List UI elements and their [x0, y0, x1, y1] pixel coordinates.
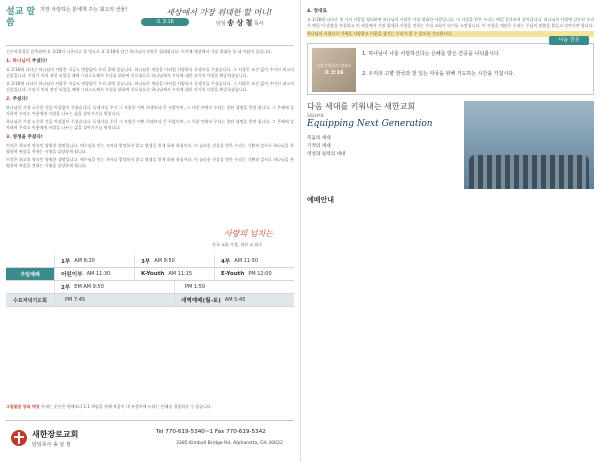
worship-schedule: [6, 255, 294, 307]
cell-value: PM 1:50: [185, 284, 206, 290]
schedule-cell: [54, 255, 134, 267]
point-4-highlight: 하나님의 사랑으로 가족을 사랑하고 이웃을 섬기는 우리가 될 수 있도록 기도합시다.: [307, 31, 594, 37]
sermon-body: [6, 49, 294, 169]
cell-key: K-Youth: [141, 271, 165, 277]
sermon-desc: 가장 사랑하는 분에게 주는 최고의 선물!: [40, 7, 128, 13]
sermon-title: 세상에서 가장 위대한 할 머니!: [166, 8, 273, 17]
point-4-text: 요 3:16에 나타난 세 가지 사랑을 정리하면 하나님의 사랑은 가장 위대한 사랑입니다. 이 사랑을 받은 우리는 매일 감사하며 살아갑니다. 하나님의 사랑에 감동된 우리가 매일 이 말씀을 묵상하고 이 세상에서 가장 위대한 사랑을 전하는 우리 교회가 되기를 소망합니다. 이 사랑을 깨달은 우리는 주님의 말씀을 붙들고 살아가야 합니다.: [307, 17, 594, 28]
generation-item: 영성과 실력의 세대: [307, 151, 346, 157]
cell-key: 1부: [61, 259, 71, 265]
footer: [6, 420, 294, 460]
preacher-title: 목사: [254, 21, 264, 27]
schedule-cell: [54, 294, 174, 306]
schedule-cell: [134, 255, 214, 267]
point-4-body: [307, 17, 594, 37]
schedule-cell: [214, 255, 294, 267]
preacher-name: 송 상 철: [227, 19, 253, 27]
generation-item: 기적의 세대: [307, 143, 331, 149]
point-1-num: 1. 하나님이: [6, 58, 31, 64]
generation-section: [307, 101, 594, 159]
verse-image: [312, 48, 356, 92]
schedule-label: [6, 255, 54, 267]
info-column: [300, 0, 600, 462]
cell-key: 3부: [141, 259, 151, 265]
share-question-2: 2. 우리의 고향 한국과 잘 있는 미국을 위해 기도하는 시간을 가집시다.: [362, 70, 515, 77]
point-2-text-more: 하나님은 가장 소중한 것을 아낌없이 주셨습니다. 독생자를 주신 그 사랑은 어떤 희생보다 큰 사랑이며, 그 사랑 안에서 우리는 참된 생명을 얻게 됩니다. 그 은혜에 감사하며 우리도 이웃에게 사랑을 나누는 삶을 살아가기를 원합니다.: [6, 119, 294, 130]
generation-item: 복음의 세대: [307, 135, 331, 141]
schedule-row: [6, 281, 294, 294]
church-logo-icon: [10, 429, 28, 447]
worship-title: 예배안내: [307, 195, 335, 204]
generation-slogan: Equipping Next Generation: [307, 118, 433, 129]
point-2: [6, 97, 294, 103]
cell-key: 2부: [61, 285, 71, 291]
cell-value: AM 11:30: [86, 271, 111, 277]
crowd-figure: [469, 155, 589, 189]
hand-title: 사랑의 넘치는: [224, 229, 273, 238]
point-1-text-more: 요 3:16에 나타난 하나님의 사랑은 지금도 변함없이 우리 곁에 있습니다. 하나님은 세상을 이처럼 사랑하사 독생자를 주셨습니다. 그 사랑은 조건 없이 주어진 최고의 선물입니다. 우리가 아직 죄인 되었을 때에 그리스도께서 우리를 위하여 죽으심으로 하나님께서 우리에 대한 자기의 사랑을 확증하셨습니다.: [6, 81, 294, 92]
cell-key: 4부: [221, 259, 231, 265]
cell-value: AM 11:50: [234, 258, 259, 264]
notice-text: 현재는 운동은 연해보다 1:1 애임을 통해 복음이 내 특정마에 누리는 은혜를 경험하실 수 있습니다.: [40, 404, 213, 409]
point-1: [6, 59, 294, 65]
schedule-cell: [134, 268, 214, 280]
preacher-label: 담임: [216, 21, 226, 27]
schedule-row: [6, 294, 294, 307]
cell-key: 어린이부: [61, 272, 83, 278]
preacher: [216, 18, 264, 28]
cell-value: AM 11:15: [168, 271, 193, 277]
schedule-row: [6, 255, 294, 268]
notice-lead: 그림말씀 양육 매칭: [6, 404, 40, 409]
verse-image-ref: 요 3:16: [324, 70, 344, 77]
point-3-num: 3.: [6, 134, 11, 140]
point-3-text-more: 이것은 최고의 약속인 영원한 생명입니다. 예수님을 믿는 자마다 멸망하지 않고 영생을 얻게 하려 하심이라. 이 놀라운 선물을 받은 우리는 기쁨과 감사로 하나님을 찬양하며 복음을 전하는 사명을 감당하게 됩니다.: [6, 157, 294, 168]
verse-pill: 요 3:16: [141, 18, 189, 26]
point-1-title: 주셨다!: [31, 58, 48, 64]
cell-value: AM 8:20: [74, 258, 95, 264]
point-4: 4. 정대로: [307, 9, 327, 14]
sermon-header: [6, 4, 294, 46]
schedule-label: 수요저녁기도회: [6, 294, 54, 306]
notice: [6, 404, 294, 409]
sermon-tag: 설교 말씀: [6, 7, 36, 28]
generation-sub: SAEHAN: [307, 112, 324, 118]
pastor-name: 담임목사 송 상 철: [32, 442, 71, 448]
point-3-text: 이것은 최고의 약속인 영원한 생명입니다. 예수님을 믿는 자마다 멸망하지 않고 영생을 얻게 하려 하심이라. 이 놀라운 선물을 받은 우리는 기쁨과 감사로 하나님을 찬양하며 복음을 전하는 사명을 감당하게 됩니다.: [6, 143, 294, 154]
cell-value: AM 5:45: [224, 297, 246, 303]
share-question-1: 1. 하나님이 나를 사랑하신다는 은혜를 받은 간증을 나눠봅시다.: [362, 50, 501, 57]
point-2-title: 주셨다!: [12, 96, 28, 102]
share-box: [307, 36, 594, 95]
hand-sub: 한국 교회 가정, 새한 교 회로: [212, 242, 263, 247]
congregation-photo: [464, 101, 594, 189]
point-1-text: 요 3:16에 나타난 하나님의 사랑은 지금도 변함없이 우리 곁에 있습니다. 하나님은 세상을 이처럼 사랑하사 독생자를 주셨습니다. 그 사랑은 조건 없이 주어진 최고의 선물입니다. 우리가 아직 죄인 되었을 때에 그리스도께서 우리를 위하여 죽으심으로 하나님께서 우리에 대한 자기의 사랑을 확증하셨습니다.: [6, 67, 294, 78]
cell-value: PM 7:45: [65, 297, 86, 303]
cell-value: AM 9:50: [154, 258, 175, 264]
schedule-cell: [174, 294, 294, 306]
cell-value: EM AM 9:50: [74, 284, 104, 290]
cell-key: 새벽예배(월-토): [181, 298, 221, 304]
schedule-row: [6, 268, 294, 281]
cell-key: E-Youth: [221, 271, 245, 277]
church-address: 3385 Kimball Bridge Rd, Alpharetta, GA 30022: [176, 441, 283, 446]
point-3-title: 영생을 주셨다!: [12, 134, 43, 140]
schedule-label: 주일예배: [6, 268, 54, 280]
contact-phone: Tel 770-619-5340~1 Fax 770-619-5342: [156, 429, 266, 435]
cell-value: PM 12:00: [248, 271, 272, 277]
schedule-cell: [54, 268, 134, 280]
generation-title: 다음 세대를 키워내는 새한교회: [307, 101, 416, 111]
point-2-text: 하나님은 가장 소중한 것을 아낌없이 주셨습니다. 독생자를 주신 그 사랑은 어떤 희생보다 큰 사랑이며, 그 사랑 안에서 우리는 참된 생명을 얻게 됩니다. 그 은혜에 감사하며 우리도 이웃에게 사랑을 나누는 삶을 살아가기를 원합니다.: [6, 105, 294, 116]
point-2-num: 2.: [6, 96, 11, 102]
schedule-cell: [54, 281, 174, 293]
schedule-label: [6, 281, 54, 293]
share-label: 나눔 질문: [549, 36, 589, 45]
schedule-cell: [174, 281, 294, 293]
point-3: [6, 135, 294, 141]
verse-image-caption: <송상철목사 말씀>: [316, 63, 352, 69]
sermon-intro: 신구약성경을 압축하면 요 3:16이 나온다고 할 정도로 요 3:16에 담긴 하나님의 사랑은 위대합니다. 어거에 세상에서 가장 위대한 할 네 까닭이 있습니다.: [6, 49, 273, 54]
schedule-cell: [214, 268, 294, 280]
church-name: 새한장로교회: [32, 430, 79, 439]
